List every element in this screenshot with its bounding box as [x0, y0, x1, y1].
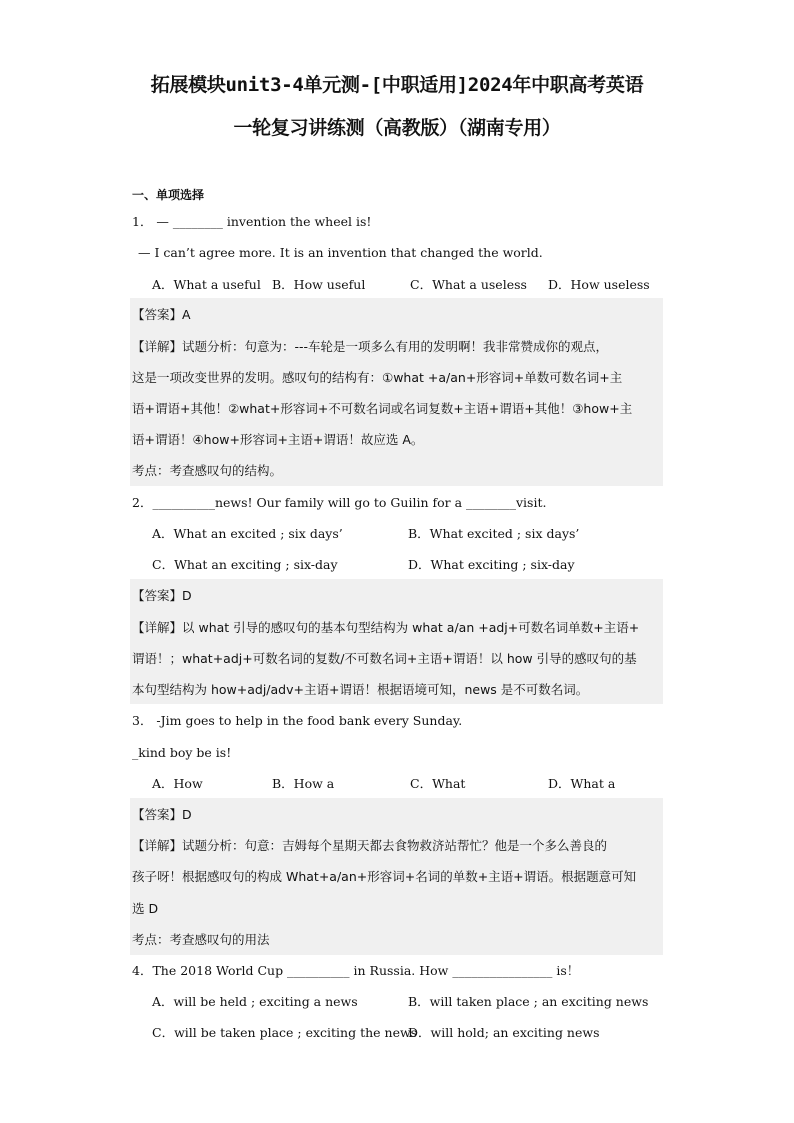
- q3-detail-2: 孩子呀！根据感叹句的构成 What+a/an+形容词+名词的单数+主语+谓语。根据题意可知: [132, 869, 637, 884]
- q3-option-c: C．What: [410, 776, 466, 791]
- q3-stem: 3． -Jim goes to help in the food bank every Sunday.: [132, 713, 463, 728]
- q3-option-b: B．How a: [272, 776, 335, 791]
- q2-detail-1: 【详解】以 what 引导的感叹句的基本句型结构为 what a/an +adj+可数名词单数+主语+: [132, 620, 640, 635]
- q4-option-a: A．will be held ; exciting a news: [152, 994, 358, 1009]
- q1-option-d: D．How useless: [548, 277, 650, 292]
- doc-title-line-1: 拓展模块unit3-4单元测-[中职适用]2024年中职高考英语: [150, 74, 644, 96]
- q1-detail-3: 语+谓语+其他！②what+形容词+不可数名词或名词复数+主语+谓语+其他！③how+主: [132, 401, 633, 416]
- q3-stem-2: _kind boy be is!: [132, 745, 232, 760]
- q1-answer: 【答案】A: [132, 307, 191, 322]
- q4-option-b: B．will taken place ; an exciting news: [408, 994, 649, 1009]
- doc-title-line-2: 一轮复习讲练测（高教版）（湖南专用）: [233, 117, 561, 139]
- q1-point: 考点：考查感叹句的结构。: [132, 463, 283, 478]
- q1-stem: 1． — ________ invention the wheel is!: [132, 214, 372, 229]
- q2-answer: 【答案】D: [132, 588, 192, 603]
- q1-answer-block: [130, 298, 663, 486]
- q2-option-a: A．What an excited ; six days’: [152, 526, 343, 541]
- q1-detail-2: 这是一项改变世界的发明。感叹句的结构有：①what +a/an+形容词+单数可数名词+主: [132, 370, 623, 385]
- q3-detail-3: 选 D: [132, 901, 159, 916]
- q3-detail-1: 【详解】试题分析：句意：吉姆每个星期天都去食物救济站帮忙？他是一个多么善良的: [132, 838, 608, 853]
- q1-reply: — I can’t agree more. It is an invention that changed the world.: [138, 245, 543, 260]
- section-heading: 一、单项选择: [132, 188, 205, 202]
- q2-option-d: D．What exciting ; six-day: [408, 557, 575, 572]
- q3-answer: 【答案】D: [132, 807, 192, 822]
- q3-option-d: D．What a: [548, 776, 616, 791]
- q1-option-c: C．What a useless: [410, 277, 527, 292]
- q3-point: 考点：考查感叹句的用法: [132, 932, 270, 947]
- q2-option-c: C．What an exciting ; six-day: [152, 557, 338, 572]
- q2-stem: 2．__________news! Our family will go to Guilin for a ________visit.: [132, 495, 547, 510]
- q1-option-b: B．How useful: [272, 277, 366, 292]
- q3-option-a: A．How: [152, 776, 203, 791]
- q2-option-b: B．What excited ; six days’: [408, 526, 580, 541]
- q2-detail-2: 谓语！；what+adj+可数名词的复数/不可数名词+主语+谓语！以 how 引导的感叹句的基: [132, 651, 637, 666]
- q4-option-d: D．will hold; an exciting news: [408, 1025, 600, 1040]
- q4-stem: 4．The 2018 World Cup __________ in Russia. How ________________ is！: [132, 963, 580, 978]
- q1-detail-4: 语+谓语！④how+形容词+主语+谓语！故应选 A。: [132, 432, 424, 447]
- q4-option-c: C．will be taken place ; exciting the news: [152, 1025, 418, 1040]
- q2-detail-3: 本句型结构为 how+adj/adv+主语+谓语！根据语境可知，news 是不可数名词。: [132, 682, 589, 697]
- q1-option-a: A．What a useful: [152, 277, 261, 292]
- q1-detail-1: 【详解】试题分析：句意为：---车轮是一项多么有用的发明啊！我非常赞成你的观点，: [132, 339, 609, 354]
